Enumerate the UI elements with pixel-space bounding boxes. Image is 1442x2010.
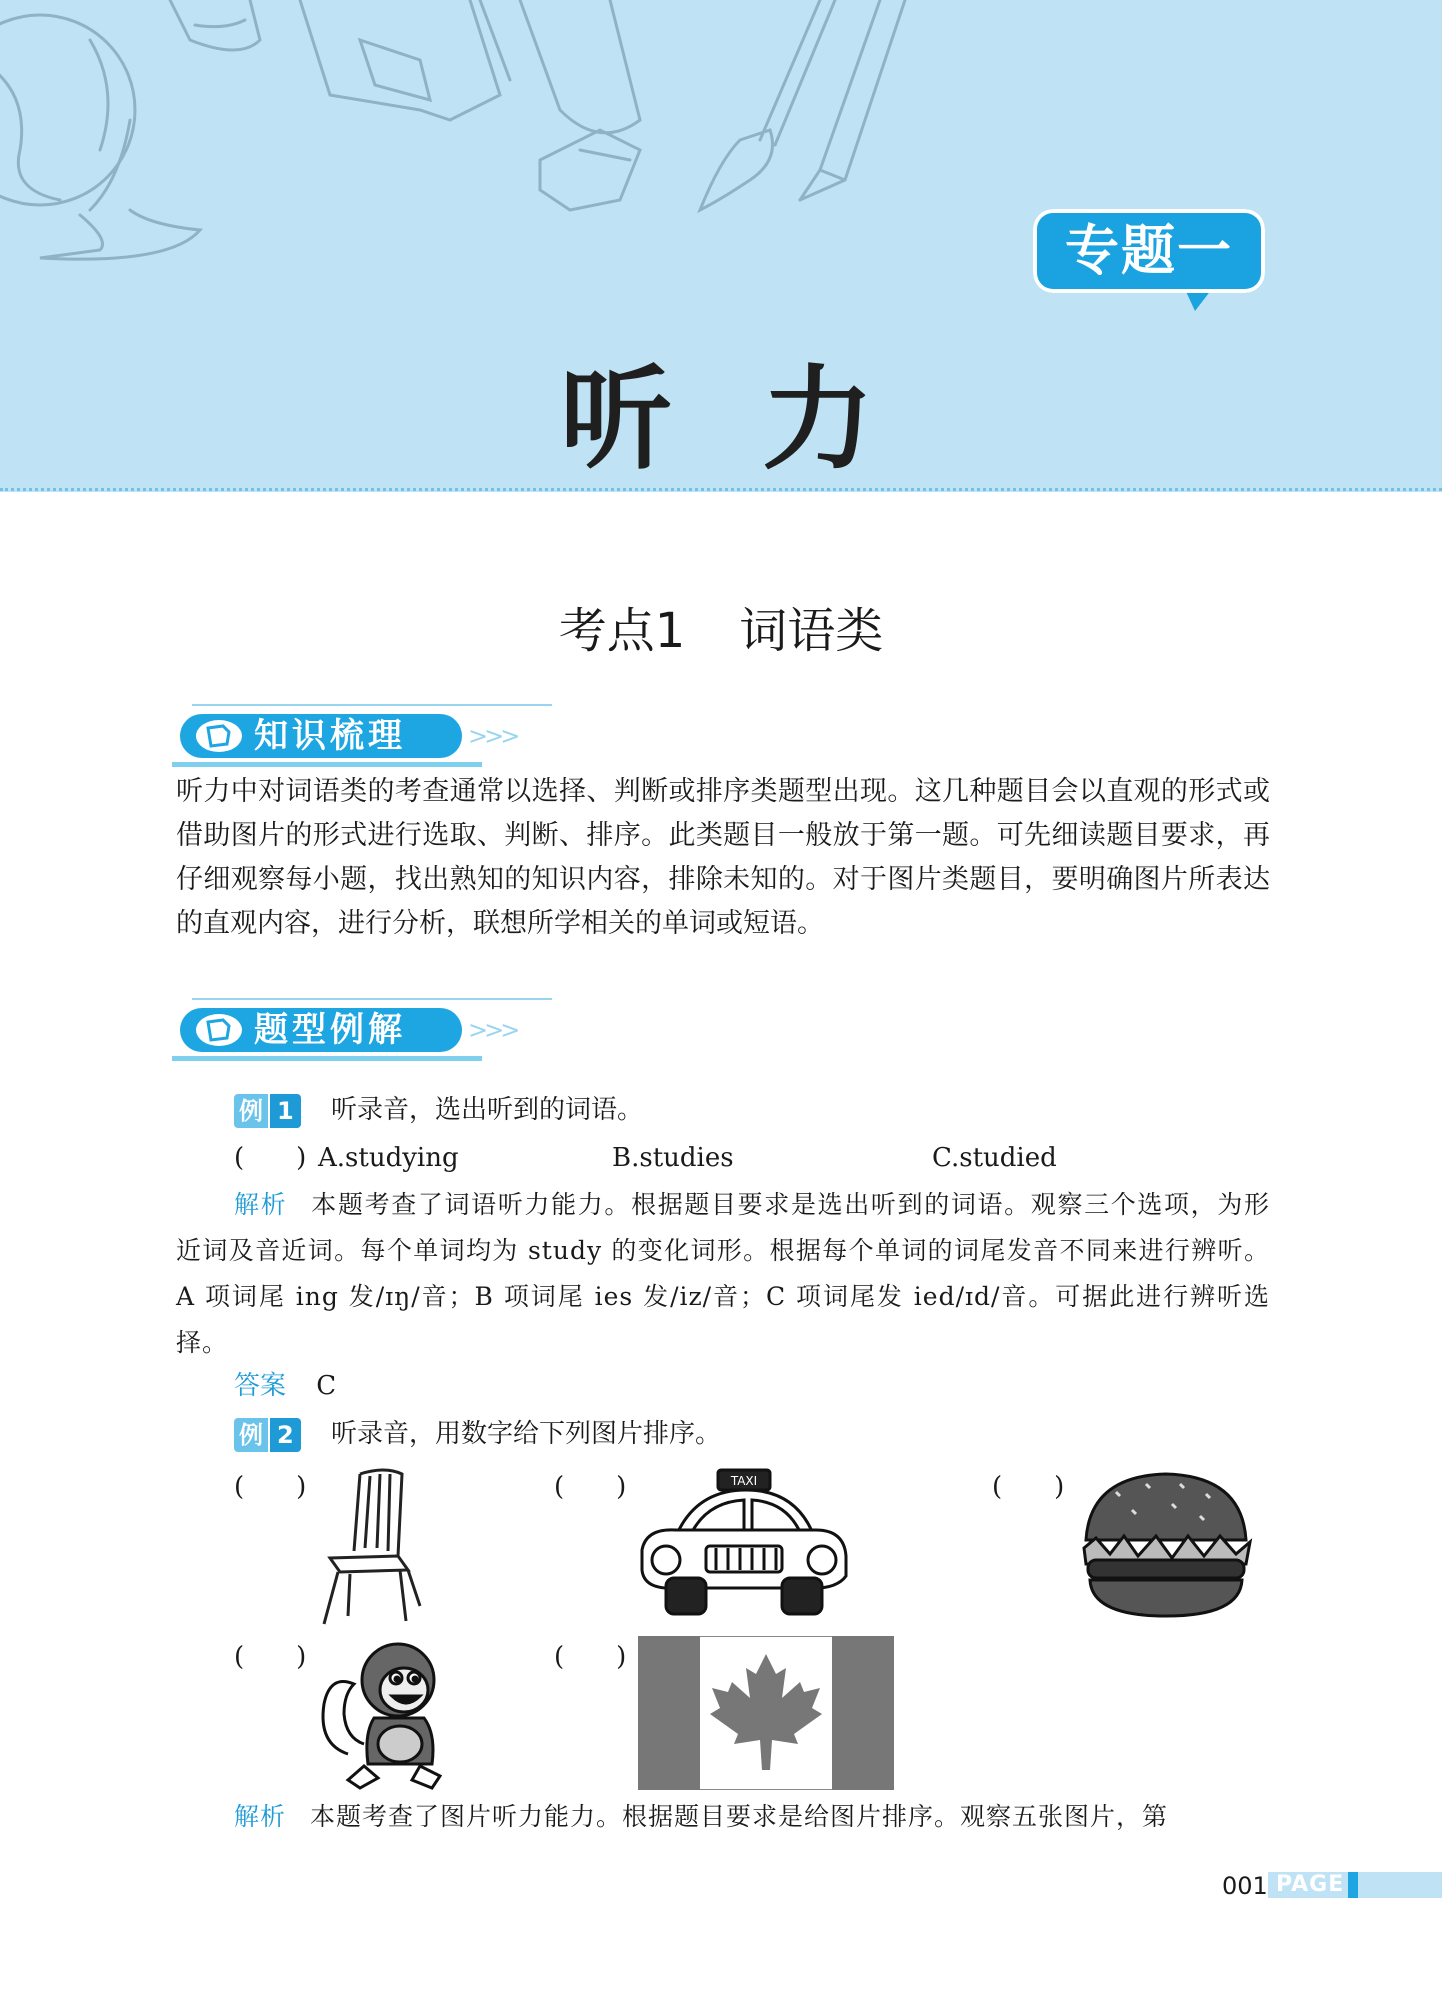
examples-tag <box>172 998 552 1060</box>
example-2-analysis <box>176 1794 1270 1840</box>
example-1-badge: 例 1 <box>234 1094 301 1128</box>
hamburger-picture <box>1076 1470 1256 1620</box>
flag-picture <box>638 1636 894 1790</box>
example-2-analysis-text: 本题考查了图片听力能力。根据题目要求是给图片排序。观察五张图片，第 <box>310 1802 1169 1831</box>
example-1-question-text: 听录音，选出听到的词语。 <box>330 1095 643 1125</box>
example-2-question-text: 听录音，用数字给下列图片排序。 <box>330 1419 721 1449</box>
example-2-badge: 例 2 <box>234 1418 301 1452</box>
knowledge-tag-label: 知识梳理 <box>254 716 406 756</box>
example-1-analysis-label: 解析 <box>234 1190 288 1219</box>
knowledge-tag <box>172 704 552 766</box>
point-name: 词语类 <box>739 603 884 659</box>
page-band <box>1268 1872 1442 1898</box>
example-1-answer <box>234 1368 336 1404</box>
example-1-analysis <box>176 1182 1270 1366</box>
knowledge-paragraph: 听力中对词语类的考查通常以选择、判断或排序类题型出现。这几种题目会以直观的形式或借助图片的形式进行选取、判断、排序。此类题目一般放于第一题。可先细读题目要求，再仔细观察每小题，找出熟知的知识内容，排除未知的。对于图片类题目，要明确图片所表达的直观内容，进行分析，联想所学相关的单词或短语。 <box>176 776 1270 939</box>
picture-1-paren: ( ) <box>234 1472 307 1502</box>
chair-picture <box>310 1466 430 1626</box>
example-1-answer-label: 答案 <box>234 1371 287 1401</box>
page-number: 001 <box>1222 1872 1268 1900</box>
taxi-picture <box>636 1466 850 1616</box>
picture-5-paren: ( ) <box>554 1642 627 1672</box>
header-banner <box>0 0 1442 492</box>
examples-tag-label: 题型例解 <box>254 1010 406 1050</box>
arrows-icon: >>> <box>468 1016 517 1044</box>
chapter-title: 听力 <box>560 355 964 485</box>
picture-3-paren: ( ) <box>992 1472 1065 1502</box>
banner-divider <box>0 488 1442 491</box>
example-1-answer-value: C <box>316 1371 337 1401</box>
example-1-option-a: A.studying <box>318 1143 459 1173</box>
example-1-option-c: C.studied <box>932 1143 1057 1173</box>
point-title <box>0 592 1442 661</box>
topic-badge-text: 专题一 <box>1065 219 1233 282</box>
example-1-paren: ( ) <box>234 1143 307 1173</box>
note-icon <box>196 1014 242 1046</box>
example-1-question <box>234 1092 643 1128</box>
example-2-question <box>234 1416 721 1452</box>
picture-4-paren: ( ) <box>234 1642 307 1672</box>
monkey-picture <box>314 1634 470 1794</box>
example-1-option-b: B.studies <box>612 1143 734 1173</box>
point-number: 考点1 <box>558 603 686 659</box>
arrows-icon: >>> <box>468 722 517 750</box>
page-word: PAGE <box>1276 1872 1345 1897</box>
picture-2-paren: ( ) <box>554 1472 627 1502</box>
topic-badge <box>1033 209 1265 293</box>
taxi-sign-text: TAXI <box>730 1474 758 1488</box>
example-2-analysis-label: 解析 <box>234 1802 287 1831</box>
note-icon <box>196 720 242 752</box>
example-1-analysis-text: 本题考查了词语听力能力。根据题目要求是选出听到的词语。观察三个选项，为形近词及音近词。每个单词均为 study 的变化词形。根据每个单词的词尾发音不同来进行辨听。A 项词尾 ing 发/ɪŋ/音；B 项词尾 ies 发/iz/音；C 项词尾发 ied/ɪd/音。可据此进行辨听选择。 <box>176 1190 1270 1357</box>
